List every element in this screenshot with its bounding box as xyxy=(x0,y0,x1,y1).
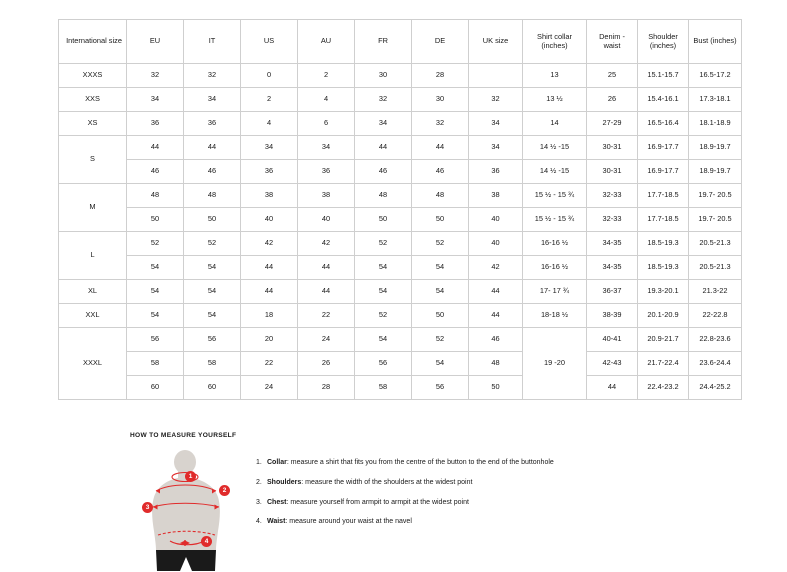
cell-us: 34 xyxy=(241,136,298,160)
cell-fr: 50 xyxy=(355,208,412,232)
cell-it: 54 xyxy=(184,304,241,328)
cell-shoulder: 15.4-16.1 xyxy=(638,88,689,112)
cell-fr: 54 xyxy=(355,280,412,304)
cell-us: 42 xyxy=(241,232,298,256)
instruction-text: : measure around your waist at the navel xyxy=(285,518,412,526)
instruction-number: 4. xyxy=(256,518,262,526)
cell-bust: 17.3-18.1 xyxy=(689,88,742,112)
cell-shoulder: 19.3-20.1 xyxy=(638,280,689,304)
cell-uk: 50 xyxy=(469,376,523,400)
callout-1: 1 xyxy=(185,471,196,482)
cell-au: 2 xyxy=(298,64,355,88)
cell-uk: 42 xyxy=(469,256,523,280)
cell-it: 48 xyxy=(184,184,241,208)
cell-shoulder: 21.7-22.4 xyxy=(638,352,689,376)
cell-us: 0 xyxy=(241,64,298,88)
cell-eu: 50 xyxy=(127,208,184,232)
cell-denim: 25 xyxy=(587,64,638,88)
cell-size: XXXL xyxy=(59,328,127,400)
table-header-row xyxy=(59,20,742,64)
cell-bust: 16.5-17.2 xyxy=(689,64,742,88)
instruction-waist xyxy=(256,518,554,527)
measure-instruction-list xyxy=(256,459,554,527)
cell-uk: 46 xyxy=(469,328,523,352)
cell-uk: 32 xyxy=(469,88,523,112)
size-table-container xyxy=(58,19,737,400)
cell-size: L xyxy=(59,232,127,280)
instruction-text: : measure yourself from armpit to armpit at the widest point xyxy=(286,498,469,506)
cell-bust: 24.4-25.2 xyxy=(689,376,742,400)
cell-uk: 44 xyxy=(469,280,523,304)
table-row xyxy=(59,64,742,88)
column-header-uk-size: UK size xyxy=(469,20,523,64)
column-header-us: US xyxy=(241,20,298,64)
cell-denim: 30-31 xyxy=(587,160,638,184)
instruction-shoulders xyxy=(256,479,554,488)
cell-au: 22 xyxy=(298,304,355,328)
cell-size: XXXS xyxy=(59,64,127,88)
cell-de: 50 xyxy=(412,304,469,328)
cell-collar: 17- 17 ¾ xyxy=(523,280,587,304)
cell-it: 56 xyxy=(184,328,241,352)
callout-4: 4 xyxy=(201,536,212,547)
cell-eu: 46 xyxy=(127,160,184,184)
cell-au: 44 xyxy=(298,280,355,304)
cell-eu: 54 xyxy=(127,304,184,328)
cell-shoulder: 18.5-19.3 xyxy=(638,256,689,280)
cell-uk: 44 xyxy=(469,304,523,328)
cell-bust: 18.9-19.7 xyxy=(689,136,742,160)
cell-au: 40 xyxy=(298,208,355,232)
cell-fr: 58 xyxy=(355,376,412,400)
cell-denim: 44 xyxy=(587,376,638,400)
cell-fr: 30 xyxy=(355,64,412,88)
cell-de: 54 xyxy=(412,280,469,304)
cell-au: 4 xyxy=(298,88,355,112)
cell-fr: 52 xyxy=(355,232,412,256)
callout-2: 2 xyxy=(219,485,230,496)
cell-shoulder: 17.7-18.5 xyxy=(638,184,689,208)
cell-de: 54 xyxy=(412,352,469,376)
cell-collar: 16-16 ½ xyxy=(523,232,587,256)
cell-bust: 18.9-19.7 xyxy=(689,160,742,184)
cell-collar: 14 xyxy=(523,112,587,136)
cell-eu: 52 xyxy=(127,232,184,256)
cell-uk: 36 xyxy=(469,160,523,184)
cell-fr: 32 xyxy=(355,88,412,112)
table-row xyxy=(59,88,742,112)
instruction-collar xyxy=(256,459,554,468)
cell-it: 52 xyxy=(184,232,241,256)
cell-de: 30 xyxy=(412,88,469,112)
cell-bust: 22-22.8 xyxy=(689,304,742,328)
cell-fr: 48 xyxy=(355,184,412,208)
cell-shoulder: 16.9-17.7 xyxy=(638,136,689,160)
cell-shoulder: 17.7-18.5 xyxy=(638,208,689,232)
cell-denim: 42-43 xyxy=(587,352,638,376)
cell-uk: 38 xyxy=(469,184,523,208)
instruction-label: Waist xyxy=(267,518,286,526)
table-row xyxy=(59,256,742,280)
cell-shoulder: 16.5-16.4 xyxy=(638,112,689,136)
table-row xyxy=(59,208,742,232)
cell-denim: 32-33 xyxy=(587,208,638,232)
column-header-international-size: International size xyxy=(59,20,127,64)
cell-bust: 18.1-18.9 xyxy=(689,112,742,136)
cell-shoulder: 18.5-19.3 xyxy=(638,232,689,256)
cell-it: 32 xyxy=(184,64,241,88)
instruction-number: 2. xyxy=(256,478,262,486)
cell-us: 24 xyxy=(241,376,298,400)
cell-collar: 15 ½ - 15 ¾ xyxy=(523,184,587,208)
cell-collar: 18-18 ½ xyxy=(523,304,587,328)
cell-de: 44 xyxy=(412,136,469,160)
cell-it: 46 xyxy=(184,160,241,184)
cell-bust: 22.8-23.6 xyxy=(689,328,742,352)
cell-bust: 19.7- 20.5 xyxy=(689,208,742,232)
cell-au: 36 xyxy=(298,160,355,184)
cell-us: 4 xyxy=(241,112,298,136)
column-header-bust: Bust (inches) xyxy=(689,20,742,64)
cell-denim: 34-35 xyxy=(587,256,638,280)
table-row xyxy=(59,232,742,256)
column-header-denim-waist: Denim - waist xyxy=(587,20,638,64)
cell-collar: 13 xyxy=(523,64,587,88)
table-header xyxy=(59,20,742,64)
cell-au: 26 xyxy=(298,352,355,376)
cell-de: 56 xyxy=(412,376,469,400)
cell-shoulder: 20.9-21.7 xyxy=(638,328,689,352)
column-header-shirt-collar: Shirt collar (inches) xyxy=(523,20,587,64)
cell-collar: 14 ½ -15 xyxy=(523,136,587,160)
cell-shoulder: 20.1-20.9 xyxy=(638,304,689,328)
cell-au: 34 xyxy=(298,136,355,160)
cell-eu: 44 xyxy=(127,136,184,160)
cell-de: 52 xyxy=(412,232,469,256)
cell-eu: 60 xyxy=(127,376,184,400)
table-row xyxy=(59,160,742,184)
cell-de: 48 xyxy=(412,184,469,208)
cell-it: 54 xyxy=(184,256,241,280)
cell-fr: 56 xyxy=(355,352,412,376)
cell-fr: 54 xyxy=(355,256,412,280)
cell-fr: 52 xyxy=(355,304,412,328)
cell-eu: 48 xyxy=(127,184,184,208)
cell-us: 2 xyxy=(241,88,298,112)
table-row xyxy=(59,184,742,208)
cell-it: 50 xyxy=(184,208,241,232)
cell-au: 28 xyxy=(298,376,355,400)
cell-it: 54 xyxy=(184,280,241,304)
measure-instructions xyxy=(256,447,554,538)
cell-us: 36 xyxy=(241,160,298,184)
cell-us: 22 xyxy=(241,352,298,376)
cell-uk: 34 xyxy=(469,136,523,160)
cell-uk: 40 xyxy=(469,208,523,232)
instruction-number: 1. xyxy=(256,459,262,466)
instruction-label: Shoulders xyxy=(267,478,302,486)
cell-fr: 54 xyxy=(355,328,412,352)
instruction-label: Chest xyxy=(267,498,287,506)
cell-denim: 38-39 xyxy=(587,304,638,328)
cell-de: 46 xyxy=(412,160,469,184)
measurement-figure xyxy=(130,447,250,572)
cell-collar: 16-16 ½ xyxy=(523,256,587,280)
cell-size: XL xyxy=(59,280,127,304)
cell-fr: 44 xyxy=(355,136,412,160)
cell-de: 28 xyxy=(412,64,469,88)
cell-bust: 19.7- 20.5 xyxy=(689,184,742,208)
cell-us: 20 xyxy=(241,328,298,352)
instruction-number: 3. xyxy=(256,498,262,506)
column-header-fr: FR xyxy=(355,20,412,64)
table-row xyxy=(59,280,742,304)
column-header-eu: EU xyxy=(127,20,184,64)
cell-de: 54 xyxy=(412,256,469,280)
cell-size: XS xyxy=(59,112,127,136)
table-row xyxy=(59,304,742,328)
cell-shoulder: 22.4-23.2 xyxy=(638,376,689,400)
cell-denim: 26 xyxy=(587,88,638,112)
cell-shoulder: 16.9-17.7 xyxy=(638,160,689,184)
cell-shoulder: 15.1-15.7 xyxy=(638,64,689,88)
cell-it: 44 xyxy=(184,136,241,160)
cell-bust: 20.5-21.3 xyxy=(689,256,742,280)
cell-de: 32 xyxy=(412,112,469,136)
cell-au: 38 xyxy=(298,184,355,208)
cell-collar: 19 -20 xyxy=(523,328,587,400)
cell-au: 42 xyxy=(298,232,355,256)
cell-uk: 40 xyxy=(469,232,523,256)
cell-au: 6 xyxy=(298,112,355,136)
cell-uk xyxy=(469,64,523,88)
cell-denim: 40-41 xyxy=(587,328,638,352)
cell-denim: 34-35 xyxy=(587,232,638,256)
cell-eu: 54 xyxy=(127,280,184,304)
cell-collar: 15 ½ - 15 ¾ xyxy=(523,208,587,232)
cell-de: 52 xyxy=(412,328,469,352)
instruction-label: Collar xyxy=(267,459,287,466)
table-row xyxy=(59,328,742,352)
cell-uk: 48 xyxy=(469,352,523,376)
cell-collar: 14 ½ -15 xyxy=(523,160,587,184)
cell-fr: 34 xyxy=(355,112,412,136)
instruction-text: : measure the width of the shoulders at the widest point xyxy=(301,478,473,486)
column-header-au: AU xyxy=(298,20,355,64)
cell-eu: 58 xyxy=(127,352,184,376)
cell-denim: 32-33 xyxy=(587,184,638,208)
table-row xyxy=(59,352,742,376)
table-body xyxy=(59,64,742,400)
how-to-measure-title: HOW TO MEASURE YOURSELF xyxy=(130,432,237,439)
instruction-chest xyxy=(256,499,554,508)
cell-us: 44 xyxy=(241,256,298,280)
cell-collar: 13 ½ xyxy=(523,88,587,112)
cell-it: 34 xyxy=(184,88,241,112)
cell-it: 60 xyxy=(184,376,241,400)
cell-size: M xyxy=(59,184,127,232)
cell-eu: 56 xyxy=(127,328,184,352)
cell-denim: 30-31 xyxy=(587,136,638,160)
how-to-measure-section xyxy=(130,432,750,572)
cell-us: 40 xyxy=(241,208,298,232)
table-row xyxy=(59,136,742,160)
cell-eu: 34 xyxy=(127,88,184,112)
cell-fr: 46 xyxy=(355,160,412,184)
how-to-measure-body xyxy=(130,447,750,572)
column-header-it: IT xyxy=(184,20,241,64)
cell-us: 44 xyxy=(241,280,298,304)
table-row xyxy=(59,376,742,400)
cell-bust: 20.5-21.3 xyxy=(689,232,742,256)
cell-size: XXS xyxy=(59,88,127,112)
column-header-shoulder: Shoulder (inches) xyxy=(638,20,689,64)
cell-denim: 36-37 xyxy=(587,280,638,304)
cell-eu: 36 xyxy=(127,112,184,136)
cell-denim: 27-29 xyxy=(587,112,638,136)
cell-au: 24 xyxy=(298,328,355,352)
cell-us: 18 xyxy=(241,304,298,328)
cell-bust: 21.3-22 xyxy=(689,280,742,304)
cell-it: 36 xyxy=(184,112,241,136)
cell-de: 50 xyxy=(412,208,469,232)
instruction-text: : measure a shirt that fits you from the centre of the button to the end of the buttonhole xyxy=(286,459,554,466)
cell-au: 44 xyxy=(298,256,355,280)
cell-uk: 34 xyxy=(469,112,523,136)
cell-us: 38 xyxy=(241,184,298,208)
cell-eu: 54 xyxy=(127,256,184,280)
table-row xyxy=(59,112,742,136)
cell-size: S xyxy=(59,136,127,184)
cell-eu: 32 xyxy=(127,64,184,88)
size-table xyxy=(58,19,742,400)
cell-bust: 23.6-24.4 xyxy=(689,352,742,376)
column-header-de: DE xyxy=(412,20,469,64)
callout-3: 3 xyxy=(142,502,153,513)
cell-it: 58 xyxy=(184,352,241,376)
cell-size: XXL xyxy=(59,304,127,328)
